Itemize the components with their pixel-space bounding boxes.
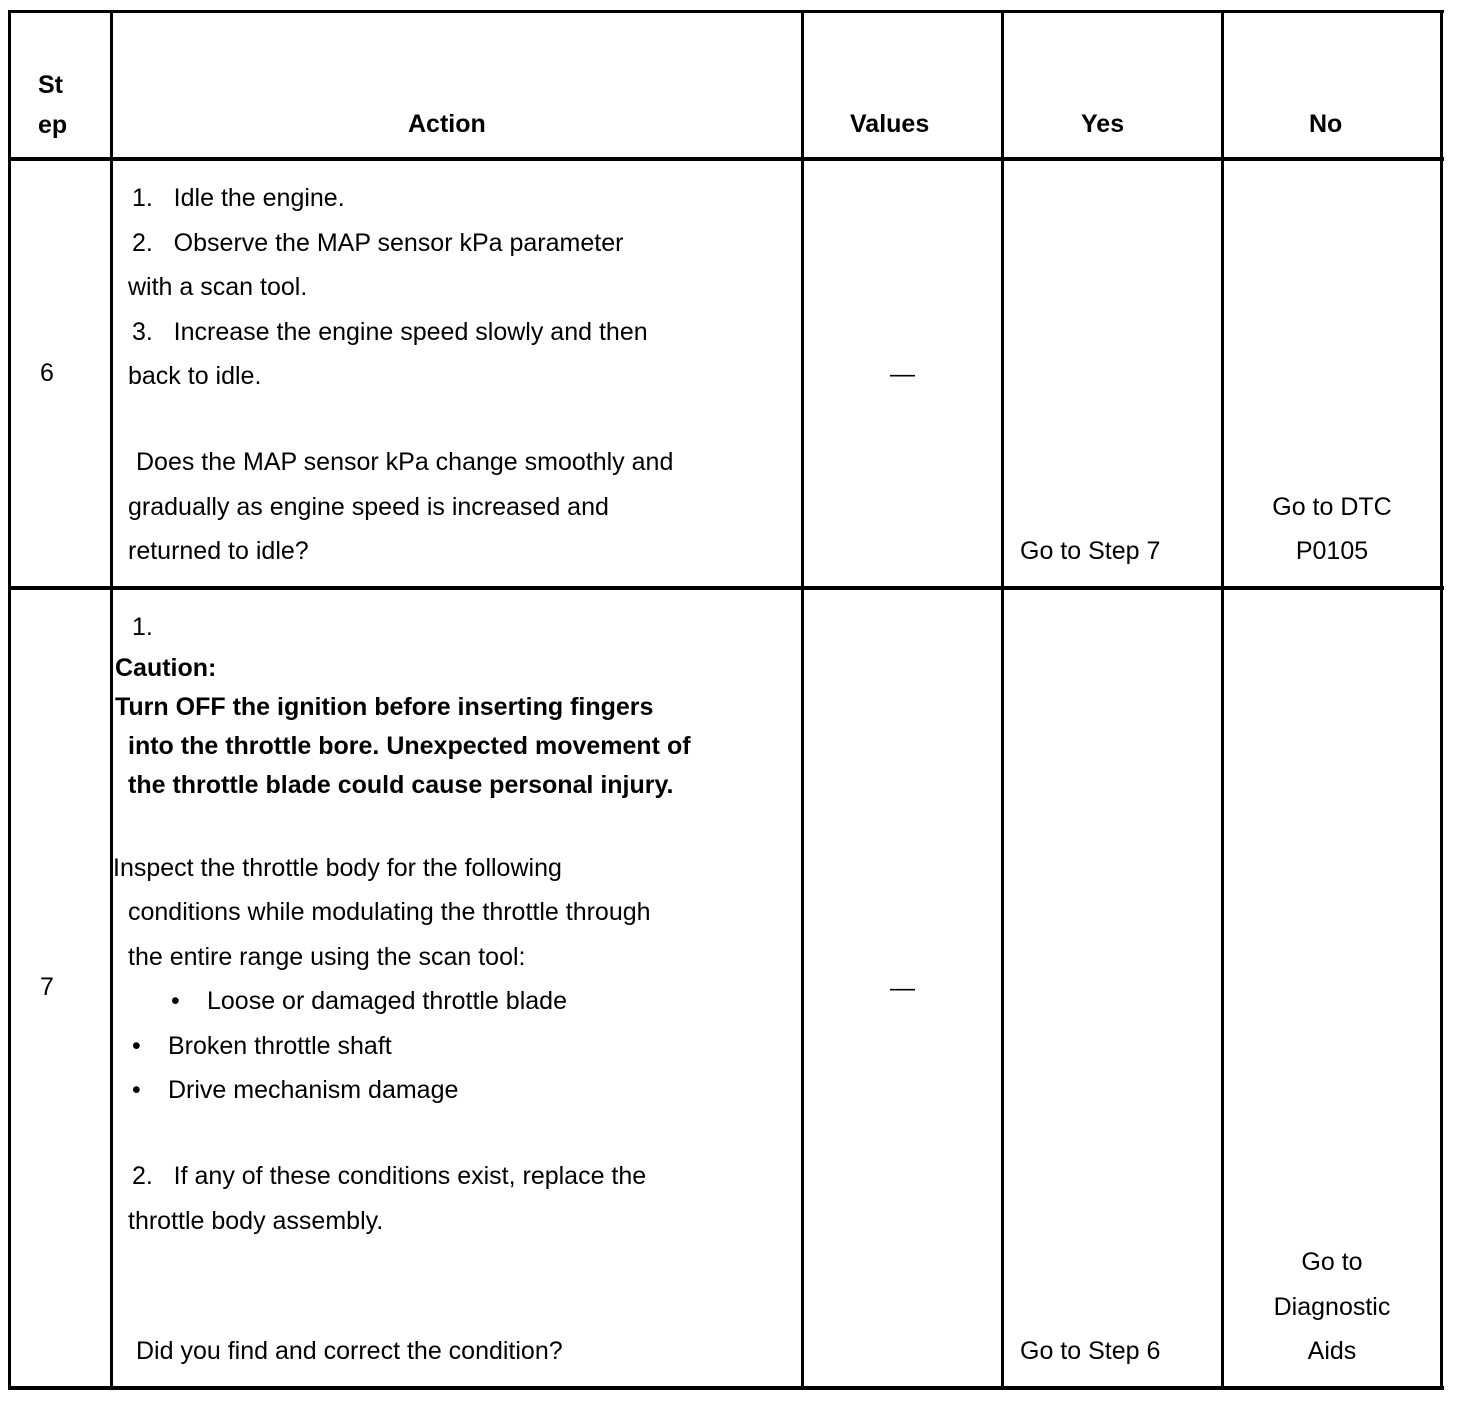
column-divider [1221,10,1224,1390]
caution-text: the throttle blade could cause personal injury. [128,771,674,799]
action-question: Did you find and correct the condition? [136,1337,563,1365]
row-divider [8,586,1444,590]
action-line: 1. Idle the engine. [132,184,345,212]
action-question: Does the MAP sensor kPa change smoothly and [136,448,674,476]
no-cell: Diagnostic [1273,1293,1391,1321]
action-line: 2. Observe the MAP sensor kPa parameter [132,229,624,257]
header-step: ep [38,111,68,139]
action-question: returned to idle? [128,537,309,565]
action-line: Inspect the throttle body for the following [113,854,562,882]
header-yes: Yes [1081,110,1125,138]
header-values: Values [850,110,930,138]
bullet-icon: • [132,1032,141,1060]
action-question: gradually as engine speed is increased and [128,493,609,521]
yes-cell: Go to Step 6 [1020,1337,1161,1365]
values-cell: — [890,360,915,388]
action-line: with a scan tool. [128,273,308,301]
header-step: St [38,71,63,99]
column-divider [801,10,804,1390]
caution-title: Caution: [115,654,217,682]
yes-cell: Go to Step 7 [1020,537,1161,565]
values-cell: — [890,974,915,1002]
bullet-item: Loose or damaged throttle blade [207,987,567,1015]
action-line: throttle body assembly. [128,1207,384,1235]
header-action: Action [408,110,486,138]
no-cell: P0105 [1295,537,1369,565]
action-line: back to idle. [128,362,262,390]
action-line: the entire range using the scan tool: [128,943,526,971]
action-line: 2. If any of these conditions exist, replace the [132,1162,647,1190]
table-border-left [8,10,11,1390]
no-cell: Go to DTC [1272,493,1392,521]
header-divider [8,157,1444,161]
table-border-bottom [8,1386,1444,1390]
column-divider [1001,10,1004,1390]
bullet-item: Broken throttle shaft [168,1032,392,1060]
caution-text: into the throttle bore. Unexpected movement of [128,732,691,760]
table-border-right [1440,10,1443,1390]
bullet-icon: • [171,987,180,1015]
action-line: 3. Increase the engine speed slowly and then [132,318,648,346]
bullet-item: Drive mechanism damage [168,1076,459,1104]
no-cell: Go to [1301,1248,1363,1276]
step-number: 7 [40,973,54,1001]
column-divider [110,10,113,1390]
caution-text: Turn OFF the ignition before inserting fingers [115,693,654,721]
bullet-icon: • [132,1076,141,1104]
action-line: conditions while modulating the throttle through [128,898,651,926]
step-number: 6 [40,359,54,387]
action-line: 1. [132,613,153,641]
no-cell: Aids [1307,1337,1357,1365]
header-no: No [1309,110,1343,138]
table-border-top [8,10,1444,13]
